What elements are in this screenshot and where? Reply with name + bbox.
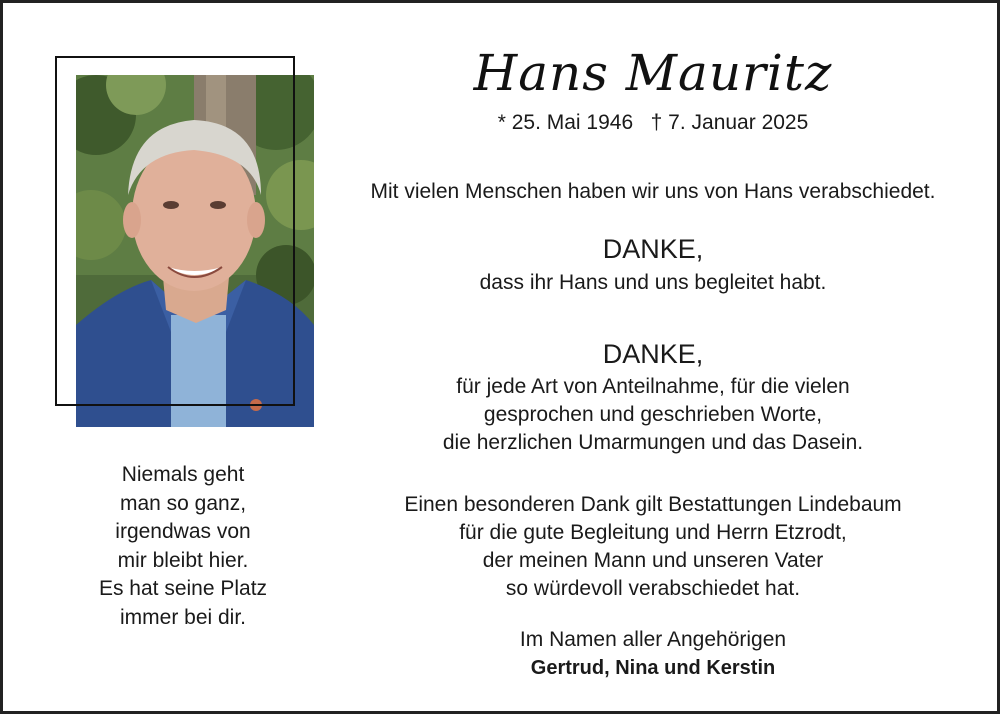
special-thanks-line: für die gute Begleitung und Herrn Etzrodt, (459, 521, 847, 544)
special-thanks-line: Einen besonderen Dank gilt Bestattungen Lindebaum (404, 493, 902, 516)
poem-line: irgendwas von (115, 520, 251, 543)
thanks-heading-2: DANKE, (602, 339, 704, 369)
special-thanks-line: so würdevoll verabschiedet hat. (505, 577, 801, 600)
poem-line: man so ganz, (119, 491, 247, 515)
intro-text: Mit vielen Menschen haben wir uns von Hans verabschiedet. (370, 180, 936, 203)
thanks-line: für jede Art von Anteilnahme, für die vielen (456, 375, 850, 398)
special-thanks-line: der meinen Mann und unseren Vater (482, 549, 824, 572)
thanks-heading-1: DANKE, (602, 234, 704, 264)
life-dates (333, 109, 973, 137)
thanks-line: gesprochen und geschrieben Worte, (483, 403, 823, 426)
death-date: † 7. Januar 2025 (650, 111, 809, 134)
poem-line: Es hat seine Platz (98, 577, 268, 600)
birth-date: * 25. Mai 1946 (497, 111, 634, 134)
family-names: Gertrud, Nina und Kerstin (530, 657, 776, 679)
poem (63, 461, 303, 632)
thanks-line: die herzlichen Umarmungen und das Dasein. (442, 431, 864, 454)
signoff: Im Namen aller Angehörigen (519, 628, 787, 651)
poem-line: Niemals geht (121, 463, 245, 486)
thanks-text-1: dass ihr Hans und uns begleitet habt. (479, 271, 827, 294)
poem-line: mir bleibt hier. (117, 548, 249, 572)
deceased-name: Hans Mauritz (473, 44, 833, 102)
portrait-photo (76, 75, 314, 427)
poem-line: immer bei dir. (119, 605, 247, 629)
